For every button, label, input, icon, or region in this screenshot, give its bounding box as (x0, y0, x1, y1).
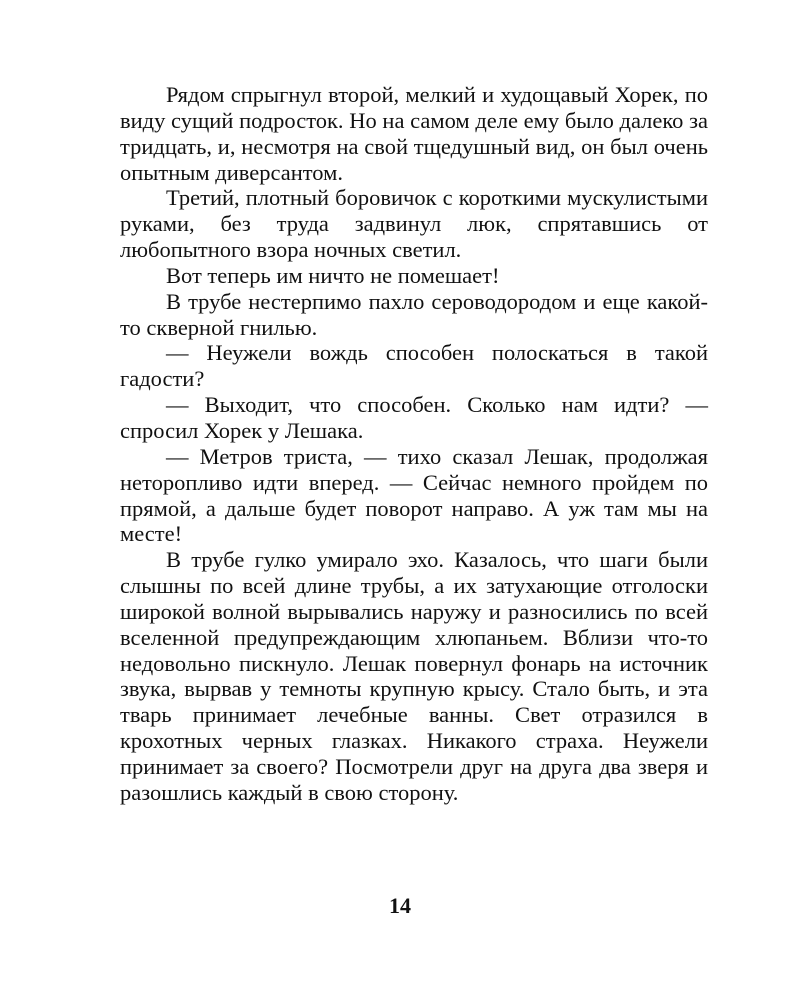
paragraph-1: Рядом спрыгнул второй, мелкий и худощавый Хорек, по виду сущий подросток. Но на самом деле ему было далеко за тридцать, и, несмотря на свой тщедушный вид, он был очень опытным диверсантом. (120, 82, 708, 185)
paragraph-7-dialogue: — Метров триста, — тихо сказал Лешак, продолжая неторопливо идти вперед. — Сейчас немного пройдем по прямой, а дальше будет поворот направо. А уж там мы на месте! (120, 443, 708, 547)
paragraph-3: Вот теперь им ничто не помешает! (166, 262, 500, 288)
body-text (120, 82, 708, 806)
paragraph-5-dialogue: — Неужели вождь способен полоскаться в такой гадости? (120, 340, 708, 392)
paragraph-8: В трубе гулко умирало эхо. Казалось, что шаги были слышны по всей длине трубы, а их затухающие отголоски широкой волной вырывались наружу и разносились по всей вселенной предупреждающим хлюпаньем. Вблизи что-то недовольно пискнуло. Лешак повернул фонарь на источник звука, вырвав у темноты крупную крысу. Стало быть, и эта тварь принимает лечебные ванны. Свет отразился в крохотных черных глазках. Никакого страха. Неужели принимает за своего? Посмотрели друг на друга два зверя и разошлись каждый в свою сторону. (120, 547, 708, 805)
page-number: 14 (389, 893, 411, 918)
paragraph-6-dialogue: — Выходит, что способен. Сколько нам идти? — спросил Хорек у Лешака. (120, 392, 708, 443)
paragraph-4: В трубе нестерпимо пахло сероводородом и еще какой-то скверной гнилью. (120, 288, 708, 340)
paragraph-2: Третий, плотный боровичок с короткими мускулистыми руками, без труда задвинул люк, спрятавшись от любопытного взора ночных светил. (120, 185, 708, 263)
